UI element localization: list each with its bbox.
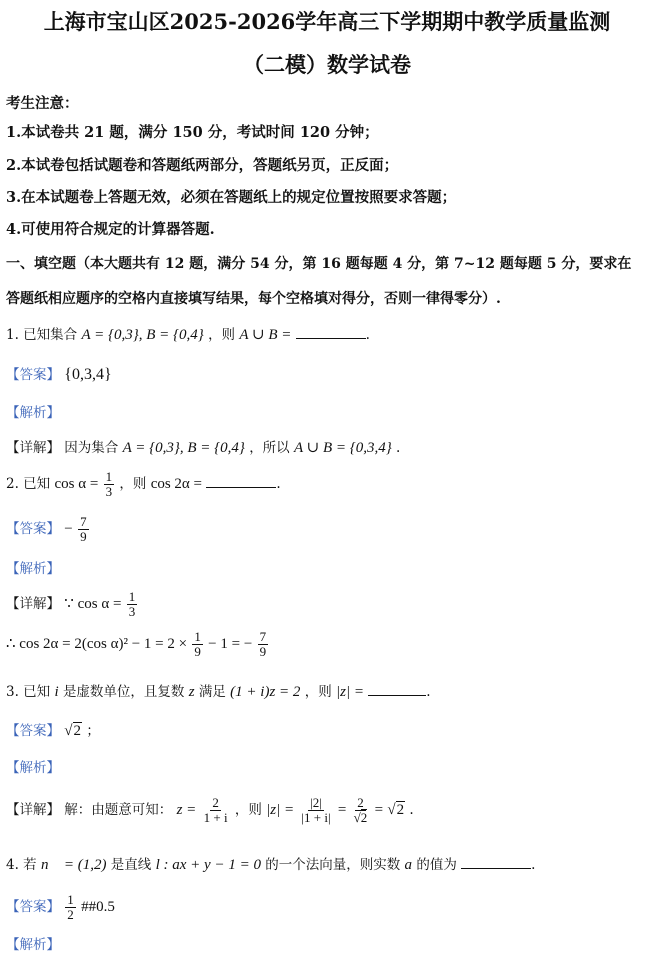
- q3-detail-prefix: 解：由题意可知：: [64, 802, 173, 818]
- answer-label: 【答案】: [6, 723, 60, 739]
- q1-answer-blank: [296, 325, 366, 339]
- q2-expr: cos 2α =: [150, 476, 203, 492]
- q1-detail-result: A ∪ B = {0,3,4}: [293, 440, 392, 456]
- question-3: 3. 已知 i 是虚数单位，且复数 z 满足 (1 + i)z = 2 ，则 |z| = .: [6, 684, 431, 700]
- q3-answer-end: ；: [86, 723, 100, 739]
- q2-because: ∵ cos α =: [64, 596, 122, 612]
- q4-mid3: 的值为: [416, 857, 457, 873]
- q2-therefore-lhs: ∴ cos 2α = 2(cos α)² − 1 = 2 ×: [6, 636, 188, 652]
- section-heading-line2: 答题纸相应题序的空格内直接填写结果，每个空格填对得分，否则一律得零分）.: [6, 291, 501, 307]
- q1-answer-value: {0,3,4}: [64, 366, 112, 383]
- answer-label: 【答案】: [6, 367, 60, 383]
- q3-sqrt-fraction: $\frac{2}{√2}$: [353, 795, 368, 825]
- q1-mid: ，则: [208, 327, 236, 343]
- q3-answer-sqrt: √2: [64, 723, 82, 739]
- q2-because-fraction: $\frac{1}{3}$: [128, 589, 136, 619]
- q4-a-var: a: [404, 857, 413, 873]
- q2-therefore-frac1: $\frac{1}{9}$: [194, 629, 201, 659]
- q1-prefix: 1. 已知集合: [6, 327, 78, 343]
- q3-i-var: i: [54, 684, 59, 700]
- q4-answer: [6, 893, 115, 922]
- section-heading-line1: 一、填空题（本大题共有 12 题，满分 54 分，第 16 题每题 4 分，第 7~12 题每题 5 分，要求在: [6, 256, 632, 272]
- q2-therefore-mid: − 1 = −: [208, 636, 253, 652]
- notice-item-3: 3.在本试题卷上答题无效，必须在答题纸上的规定位置按照要求答题；: [6, 189, 457, 206]
- q2-answer: [6, 515, 90, 544]
- q4-mid1: 是直线: [110, 857, 152, 873]
- answer-label: 【答案】: [6, 521, 60, 537]
- q3-expr: |z| =: [336, 684, 364, 700]
- q1-detail-mid: ，所以: [249, 440, 290, 456]
- q3-eq2: =: [337, 802, 347, 818]
- answer-label: 【答案】: [6, 899, 60, 915]
- q2-mid: ，则: [119, 476, 147, 492]
- q2-cos-lhs: cos α =: [54, 476, 99, 492]
- page-title-line1: 上海市宝山区2025-2026学年高三下学期期中教学质量监测: [43, 9, 611, 34]
- q3-answer: [6, 719, 100, 740]
- q2-detail-because: [6, 590, 138, 619]
- q4-end: .: [531, 857, 536, 873]
- q3-eq: (1 + i)z = 2: [230, 684, 301, 700]
- q3-analysis-label: 【解析】: [6, 760, 60, 776]
- page-title-line2: （二模）数学试卷: [243, 52, 411, 77]
- q4-vector: n⃗ = (1,2): [40, 857, 107, 873]
- q4-answer-fraction: $\frac{1}{2}$: [67, 892, 74, 922]
- q1-sets: A = {0,3}, B = {0,4}: [81, 327, 204, 343]
- notice-item-2: 2.本试卷包括试题卷和答题纸两部分，答题纸另页，正反面；: [6, 157, 399, 174]
- q3-detail: [6, 796, 414, 825]
- q3-mid2: 满足: [198, 684, 226, 700]
- q2-therefore-frac2: $\frac{7}{9}$: [259, 629, 267, 659]
- q1-detail-end: .: [396, 440, 401, 456]
- detail-label: 【详解】: [6, 596, 60, 612]
- q4-prefix: 4. 若: [6, 857, 37, 873]
- q3-mid3: ，则: [304, 684, 332, 700]
- q3-eq3: =: [374, 802, 384, 818]
- notice-item-4: 4.可使用符合规定的计算器答题.: [6, 221, 215, 238]
- q3-abs-fraction: $\frac{|2|}{|1 + i|}$: [301, 795, 331, 825]
- q4-answer-blank: [461, 855, 531, 869]
- q4-analysis-label: 【解析】: [6, 937, 60, 953]
- notice-heading: 考生注意：: [6, 95, 79, 112]
- q1-detail: [6, 436, 400, 457]
- q3-z-var: z: [188, 684, 195, 700]
- q1-detail-prefix: 因为集合: [64, 440, 119, 456]
- q4-mid2: 的一个法向量，则实数: [265, 857, 401, 873]
- q3-then: ，则: [234, 802, 262, 818]
- q3-mid1: 是虚数单位，且复数: [62, 684, 185, 700]
- q2-analysis-label: 【解析】: [6, 561, 60, 577]
- question-4: [6, 853, 535, 874]
- notice-item-1: 1.本试卷共 21 题，满分 150 分，考试时间 120 分钟；: [6, 124, 379, 141]
- detail-label: 【详解】: [6, 440, 60, 456]
- q1-expr: A ∪ B =: [239, 327, 292, 343]
- detail-label: 【详解】: [6, 802, 60, 818]
- q2-answer-blank: [206, 474, 276, 488]
- q4-line: l : ax + y − 1 = 0: [155, 857, 261, 873]
- q2-prefix: 2. 已知: [6, 476, 51, 492]
- q1-analysis-label: 【解析】: [6, 405, 60, 421]
- q3-prefix: 3. 已知: [6, 684, 51, 700]
- question-1: 1. 已知集合 A = {0,3}, B = {0,4} ，则 A ∪ B = .: [6, 327, 370, 343]
- q3-answer-blank: [368, 682, 426, 696]
- q3-end: .: [409, 802, 414, 818]
- q3-z-eq: z =: [176, 802, 197, 818]
- q2-detail-therefore: [6, 630, 269, 659]
- q2-answer-sign: −: [64, 521, 73, 537]
- q2-answer-fraction: $\frac{7}{9}$: [80, 514, 87, 544]
- q4-answer-alt: ##0.5: [81, 899, 115, 915]
- q3-z-fraction: $\frac{2}{1 + i}$: [203, 795, 228, 825]
- q1-answer: [6, 363, 112, 384]
- q3-final-sqrt: √2: [387, 802, 405, 818]
- q3-absz: |z| =: [266, 802, 295, 818]
- question-2: 2. 已知 cos α = $\frac{1}{3}$ ，则 cos 2α = .: [6, 469, 281, 499]
- q1-detail-sets: A = {0,3}, B = {0,4}: [122, 440, 245, 456]
- q2-fraction: $\frac{1}{3}$: [105, 469, 113, 499]
